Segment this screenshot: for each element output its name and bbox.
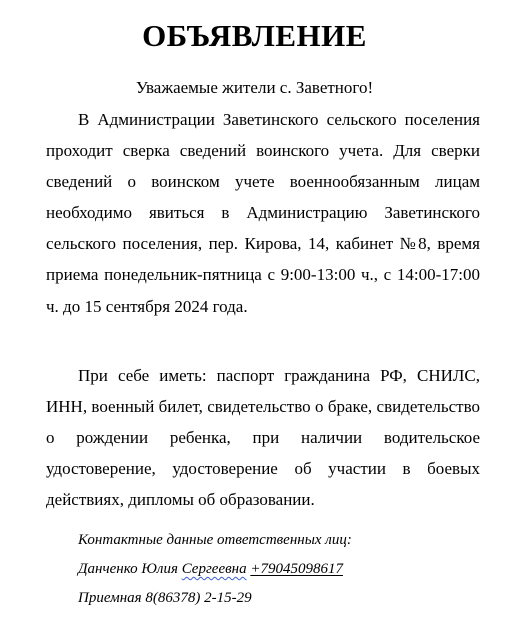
paragraph-verification-info: В Администрации Заветинского сельского поселения проходит сверка сведений воинского учета. Для сверки сведений о воинском учете военнообязанным лицам необходимо явиться в Администрацию Заветинского сельского поселения, пер. Кирова, 14, кабинет №8, время приема понедельник-пятница с 9:00-13:00 ч., с 14:00-17:00 ч. до 15 сентября 2024 года. (46, 110, 480, 316)
contacts-heading: Контактные данные ответственных лиц: (78, 532, 352, 548)
contact-person-phone[interactable]: +79045098617 (250, 561, 343, 577)
contact-person-middle-name: Сергеевна (181, 561, 247, 577)
document-title: ОБЪЯВЛЕНИЕ (142, 18, 367, 53)
paragraph-required-documents: При себе иметь: паспорт гражданина РФ, СНИЛС, ИНН, военный билет, свидетельство о браке, свидетельство о рождении ребенка, при наличии водительское удостоверение, удостоверение об участии в боевых действиях, дипломы об образовании. (46, 366, 480, 510)
contacts-block (78, 526, 352, 613)
contact-person-name: Данченко Юлия (78, 561, 178, 577)
reception-phone-line: Приемная 8(86378) 2-15-29 (78, 590, 252, 606)
contact-person-line (78, 555, 352, 584)
greeting-line: Уважаемые жители с. Заветного! (135, 78, 374, 97)
